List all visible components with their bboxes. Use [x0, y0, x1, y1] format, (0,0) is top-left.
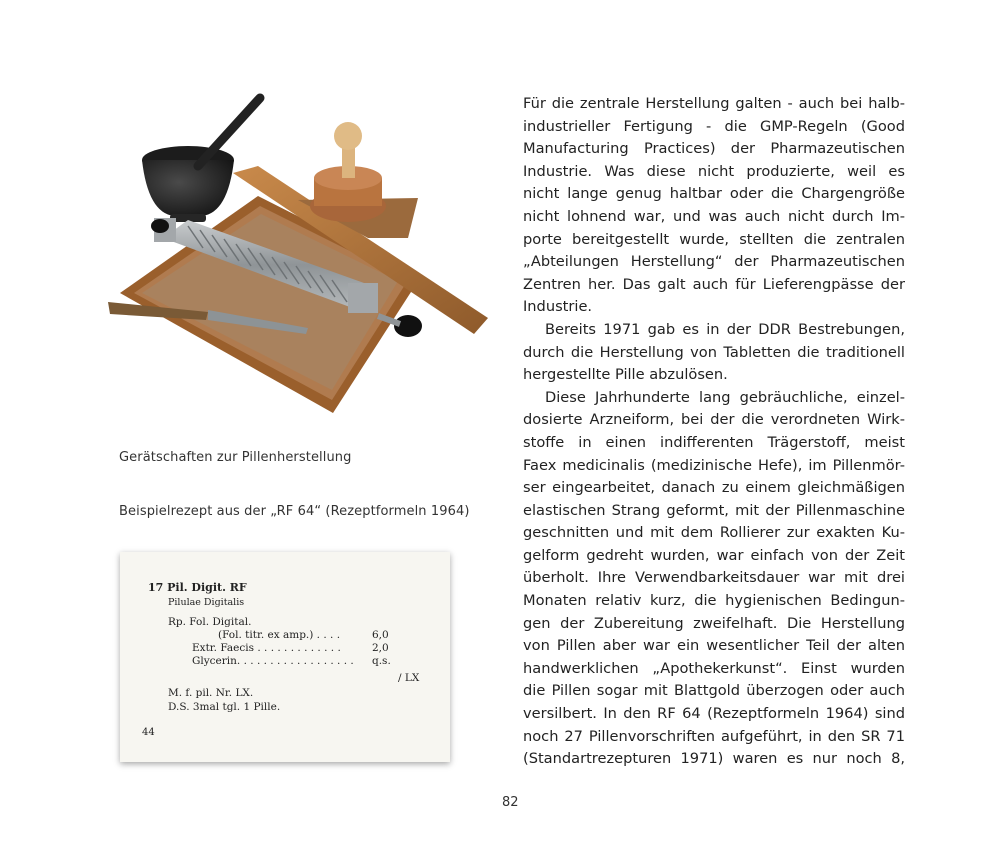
recipe-ingredient-qty: q.s. [372, 655, 391, 667]
recipe-mf-line: M. f. pil. Nr. LX. [168, 687, 254, 699]
body-line: Bereits 1971 gab es in der DDR Bestrebungen, [545, 320, 905, 338]
body-line: Industrie. [523, 298, 593, 316]
body-line: versilbert. In den RF 64 (Rezeptformeln 1964) sind [523, 705, 905, 723]
body-line: Zentren her. Das galt auch für Lieferengpässe der [523, 275, 905, 293]
body-line: (Standartrezepturen 1971) waren es nur noch 8, [523, 750, 905, 768]
body-line: Industrie. Was diese nicht produzierte, weil es [523, 162, 905, 180]
body-line: von Pillen aber war ein wesentlicher Teil der alten [523, 637, 905, 655]
pill-making-tools-photo [108, 88, 498, 418]
body-line: noch 27 Pillenvorschriften aufgeführt, in den SR 71 [523, 727, 905, 745]
recipe-ingredient-name: (Fol. titr. ex amp.) . . . . [218, 629, 341, 641]
body-line: handwerklichen „Apothekerkunst“. Einst wurden [523, 659, 905, 677]
body-line: gen der Zubereitung zweifelhaft. Die Herstellung [523, 614, 905, 632]
body-line: Faex medicinalis (medizinische Hefe), im Pillenmör- [523, 456, 905, 474]
recipe-card [120, 552, 450, 762]
recipe-subtitle: Pilulae Digitalis [168, 597, 245, 608]
body-line: industrieller Fertigung - die GMP-Regeln (Good [523, 117, 905, 135]
recipe-caption: Beispielrezept aus der „RF 64“ (Rezeptformeln 1964) [119, 504, 470, 519]
body-line: Manufacturing Practices) der Pharmazeutischen [523, 140, 905, 158]
body-line: Monaten relativ kurz, die hygienischen Bedingun- [523, 592, 905, 610]
body-line: hergestellte Pille abzulösen. [523, 366, 728, 384]
body-line: Für die zentrale Herstellung galten - auch bei halb- [523, 95, 905, 112]
body-line: nicht lange genug haltbar oder die Chargengröße [523, 185, 905, 203]
body-line: ser eingearbeitet, danach zu einem gleichmäßigen [523, 479, 905, 497]
body-line: elastischen Strang geformt, mit der Pillenmaschine [523, 501, 905, 519]
body-line: dosierte Arzneiform, bei der die verordneten Wirk- [523, 411, 905, 429]
recipe-ingredient-qty: 6,0 [372, 629, 389, 641]
body-line: durch die Herstellung von Tabletten die traditionell [523, 343, 905, 361]
recipe-ds-line: D.S. 3mal tgl. 1 Pille. [168, 701, 281, 713]
recipe-count: / LX [398, 672, 420, 684]
body-line: die Pillen sogar mit Blattgold überzogen oder auch [523, 682, 905, 700]
photo-caption: Gerätschaften zur Pillenherstellung [119, 450, 352, 465]
body-line: gelform gedreht wurden, war einfach von der Zeit [523, 546, 905, 564]
body-line: nicht lohnend war, und was auch nicht durch Im- [523, 207, 905, 225]
recipe-ingredient-qty: 2,0 [372, 642, 389, 654]
body-line: überholt. Ihre Verwendbarkeitsdauer war mit drei [523, 569, 905, 587]
recipe-ingredient-name: Glycerin. . . . . . . . . . . . . . . . . . [192, 655, 354, 667]
body-line: stoffe in einen indifferenten Trägerstoff, meist [523, 433, 905, 451]
page-number: 82 [502, 795, 519, 810]
body-line: Diese Jahrhunderte lang gebräuchliche, einzel- [545, 388, 905, 406]
recipe-rp-line: Rp. Fol. Digital. [168, 616, 252, 628]
body-line: „Abteilungen Herstellung“ der Pharmazeutischen [523, 253, 905, 271]
recipe-page-number: 44 [142, 727, 155, 738]
recipe-ingredient-name: Extr. Faecis . . . . . . . . . . . . . [192, 642, 341, 654]
body-line: geschnitten und mit dem Rollierer zur exakten Ku- [523, 524, 905, 542]
recipe-title: 17 Pil. Digit. RF [148, 581, 247, 594]
body-line: porte bereitgestellt wurde, stellten die zentralen [523, 230, 905, 248]
body-text [523, 93, 905, 771]
